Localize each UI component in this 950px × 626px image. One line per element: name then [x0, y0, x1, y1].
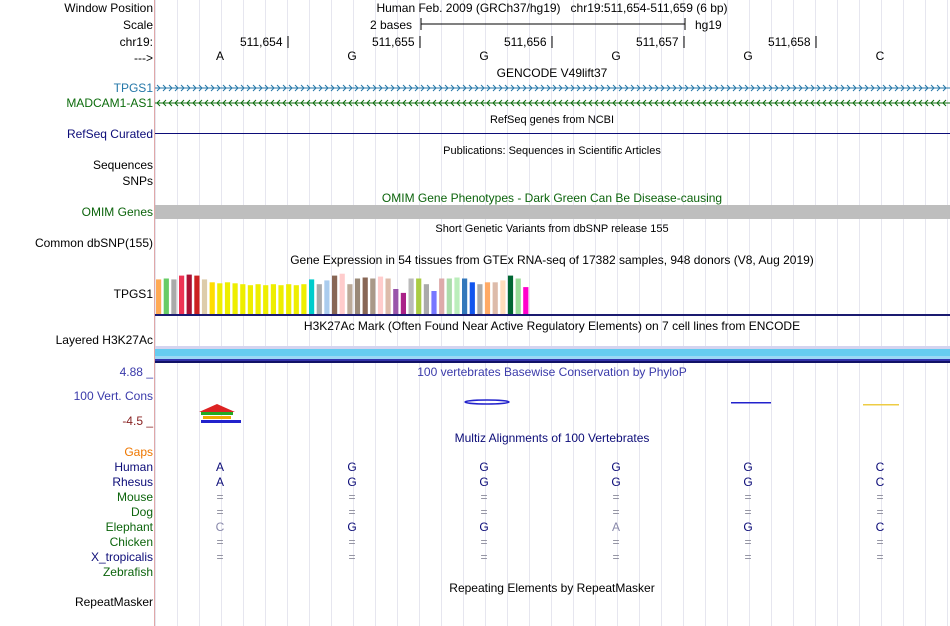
gtex-tissue-bar	[447, 279, 452, 315]
alignment-base: =	[480, 505, 488, 519]
species-label-chicken[interactable]: Chicken	[109, 535, 153, 549]
alignment-base: =	[612, 490, 620, 504]
gtex-tissue-bar	[263, 285, 268, 314]
alignment-base: G	[611, 460, 621, 474]
gtex-gene-label[interactable]: TPGS1	[113, 287, 153, 301]
madcam1-as1-gene-label[interactable]: MADCAM1-AS1	[66, 96, 153, 110]
alignment-base: =	[480, 550, 488, 564]
vert-cons-label[interactable]: 100 Vert. Cons	[73, 389, 153, 403]
phylop-max-value: 4.88 _	[119, 365, 153, 379]
ref-base-6: C	[875, 49, 885, 63]
h3k27ac-signal[interactable]	[155, 346, 950, 364]
refseq-gene-feature[interactable]	[155, 133, 950, 134]
alignment-base: =	[216, 535, 224, 549]
layered-h3k27ac-label[interactable]: Layered H3K27Ac	[55, 333, 153, 347]
gtex-tissue-bar	[470, 282, 475, 314]
gtex-tissue-bar	[347, 284, 352, 314]
species-label-elephant[interactable]: Elephant	[105, 520, 153, 534]
species-label-human[interactable]: Human	[114, 460, 153, 474]
gtex-tissue-bar	[225, 282, 230, 314]
gtex-tissue-bar	[309, 279, 314, 314]
gtex-tissue-bar	[171, 279, 176, 314]
gtex-tissue-bar	[409, 279, 414, 315]
alignment-base: C	[875, 520, 885, 534]
alignment-base: G	[743, 460, 753, 474]
repeatmasker-label[interactable]: RepeatMasker	[74, 595, 153, 609]
conserved-base-logo	[199, 404, 241, 423]
gtex-tissue-bar	[286, 284, 291, 314]
refseq-curated-label[interactable]: RefSeq Curated	[66, 127, 153, 141]
gencode-gene-track	[155, 80, 950, 110]
omim-phenotype-bar[interactable]	[155, 205, 950, 219]
phylop-mark-3	[731, 402, 771, 404]
ruler-label-4: 511,657	[636, 35, 679, 49]
phylop-mark-2	[465, 400, 509, 404]
gtex-tissue-bar	[194, 276, 199, 314]
ruler-label-5: 511,658	[768, 35, 811, 49]
alignment-base: =	[480, 490, 488, 504]
phylop-min-value: -4.5 _	[122, 414, 153, 428]
gtex-tissue-bar	[317, 284, 322, 314]
strand-label: --->	[134, 51, 153, 65]
gtex-tissue-bar	[401, 293, 406, 314]
alignment-base: =	[876, 535, 884, 549]
gtex-tissue-bar	[386, 279, 391, 315]
gtex-tissue-bar	[210, 282, 215, 314]
scale-label: Scale	[122, 18, 153, 32]
ref-base-2: G	[347, 49, 357, 63]
alignment-base: =	[348, 535, 356, 549]
gtex-tissue-bar	[294, 285, 299, 314]
alignment-base: =	[876, 550, 884, 564]
omim-genes-label[interactable]: OMIM Genes	[81, 205, 153, 219]
snps-label[interactable]: SNPs	[122, 174, 153, 188]
alignment-base: C	[875, 460, 885, 474]
phylop-conservation-plot[interactable]	[155, 370, 950, 430]
gtex-tissue-bar	[340, 274, 345, 314]
alignment-base: =	[480, 535, 488, 549]
gencode-track-title: GENCODE V49lift37	[496, 66, 608, 80]
ref-base-4: G	[611, 49, 621, 63]
gtex-tissue-bar	[500, 280, 505, 314]
assembly-label: hg19	[695, 18, 722, 32]
gtex-tissue-bar	[454, 278, 459, 315]
alignment-base: =	[216, 490, 224, 504]
alignment-base: =	[348, 550, 356, 564]
alignment-base: G	[743, 475, 753, 489]
gtex-tissue-bar	[393, 289, 398, 314]
gtex-tissue-bar	[301, 284, 306, 314]
alignment-base: =	[744, 550, 752, 564]
species-label-x_tropicalis[interactable]: X_tropicalis	[90, 550, 153, 564]
window-position-label: Window Position	[64, 1, 153, 15]
alignment-base: C	[215, 520, 225, 534]
tpgs1-gene-label[interactable]: TPGS1	[113, 81, 153, 95]
gtex-tissue-bar	[523, 287, 528, 314]
alignment-base: =	[216, 505, 224, 519]
tpgs1-gene-feature[interactable]	[155, 83, 950, 93]
ref-base-5: G	[743, 49, 753, 63]
alignment-base: =	[744, 505, 752, 519]
gtex-tissue-bar	[332, 276, 337, 314]
gaps-label[interactable]: Gaps	[124, 445, 153, 459]
gtex-tissue-bar	[439, 279, 444, 315]
alignment-base: =	[876, 505, 884, 519]
gtex-tissue-bar	[516, 279, 521, 315]
refseq-track-title: RefSeq genes from NCBI	[489, 114, 615, 126]
ruler-label-3: 511,656	[504, 35, 547, 49]
alignment-base: A	[215, 460, 224, 474]
ruler-label-2: 511,655	[372, 35, 415, 49]
gtex-tissue-bar	[217, 283, 222, 314]
species-label-mouse[interactable]: Mouse	[116, 490, 153, 504]
alignment-base: =	[744, 535, 752, 549]
gtex-track-title: Gene Expression in 54 tissues from GTEx RNA-seq of 17382 samples, 948 donors (V8, Aug 2019)	[290, 253, 814, 267]
gtex-tissue-bar	[416, 279, 421, 315]
window-position-value: Human Feb. 2009 (GRCh37/hg19) chr19:511,654-511,659 (6 bp)	[376, 1, 728, 15]
alignment-base: G	[479, 475, 489, 489]
publications-track-title: Publications: Sequences in Scientific Articles	[443, 145, 661, 157]
alignment-base: G	[479, 460, 489, 474]
gtex-tissue-bar	[156, 279, 161, 314]
gtex-tissue-bar	[324, 280, 329, 314]
ref-base-1: A	[215, 49, 224, 63]
dbsnp-track-title: Short Genetic Variants from dbSNP release 155	[435, 223, 669, 235]
gtex-tissue-bar	[271, 284, 276, 314]
h3k27ac-track-title: H3K27Ac Mark (Often Found Near Active Regulatory Elements) on 7 cell lines from ENCODE	[303, 319, 801, 333]
ref-base-3: G	[479, 49, 489, 63]
alignment-base: =	[744, 490, 752, 504]
ruler-label-1: 511,654	[240, 35, 283, 49]
alignment-base: =	[612, 505, 620, 519]
gtex-tissue-bar	[462, 279, 467, 315]
gtex-tissue-bar	[202, 279, 207, 314]
gtex-baseline	[155, 314, 950, 316]
species-label-dog[interactable]: Dog	[130, 505, 153, 519]
gtex-tissue-bar	[240, 284, 245, 314]
gtex-tissue-bar	[493, 282, 498, 314]
gtex-tissue-bar	[164, 279, 169, 315]
alignment-base: A	[611, 520, 620, 534]
alignment-base: G	[479, 520, 489, 534]
gtex-tissue-bar	[278, 285, 283, 314]
phylop-track-title: 100 vertebrates Basewise Conservation by PhyloP	[417, 365, 687, 379]
alignment-base: G	[347, 520, 357, 534]
gtex-tissue-bar	[431, 291, 436, 314]
madcam1-as1-gene-feature[interactable]	[155, 98, 950, 108]
alignment-base: =	[876, 490, 884, 504]
alignment-base: G	[347, 475, 357, 489]
phylop-mark-4	[863, 404, 899, 406]
gtex-tissue-bar	[370, 279, 375, 315]
alignment-base: =	[348, 490, 356, 504]
gtex-tissue-bar	[424, 284, 429, 314]
gtex-tissue-bar	[179, 276, 184, 314]
alignment-base: C	[875, 475, 885, 489]
scale-value: 2 bases	[370, 18, 413, 32]
alignment-base: G	[611, 475, 621, 489]
sequences-label[interactable]: Sequences	[92, 158, 153, 172]
gtex-tissue-bar	[363, 278, 368, 315]
gtex-tissue-bar	[485, 282, 490, 314]
alignment-base: =	[612, 535, 620, 549]
alignment-base: G	[347, 460, 357, 474]
gtex-tissue-bar	[233, 283, 238, 314]
common-dbsnp-label[interactable]: Common dbSNP(155)	[34, 236, 153, 250]
gtex-tissue-bar	[378, 277, 383, 314]
alignment-base: =	[216, 550, 224, 564]
gtex-tissue-bar	[477, 284, 482, 314]
alignment-base: =	[348, 505, 356, 519]
alignment-base: =	[612, 550, 620, 564]
species-label-zebrafish[interactable]: Zebrafish	[102, 565, 153, 579]
gtex-tissue-bar	[508, 276, 513, 314]
gtex-tissue-bar	[355, 279, 360, 315]
chrom-label: chr19:	[119, 35, 153, 49]
gtex-tissue-bar	[256, 284, 261, 314]
gtex-expression-chart[interactable]	[155, 265, 950, 317]
alignment-base: A	[215, 475, 224, 489]
repeatmasker-track-title: Repeating Elements by RepeatMasker	[449, 581, 655, 595]
gtex-tissue-bar	[187, 275, 192, 314]
omim-track-title: OMIM Gene Phenotypes - Dark Green Can Be Disease-causing	[381, 191, 723, 205]
gtex-tissue-bar	[248, 285, 253, 314]
multiz-track-title: Multiz Alignments of 100 Vertebrates	[454, 431, 650, 445]
alignment-base: G	[743, 520, 753, 534]
species-label-rhesus[interactable]: Rhesus	[112, 475, 153, 489]
